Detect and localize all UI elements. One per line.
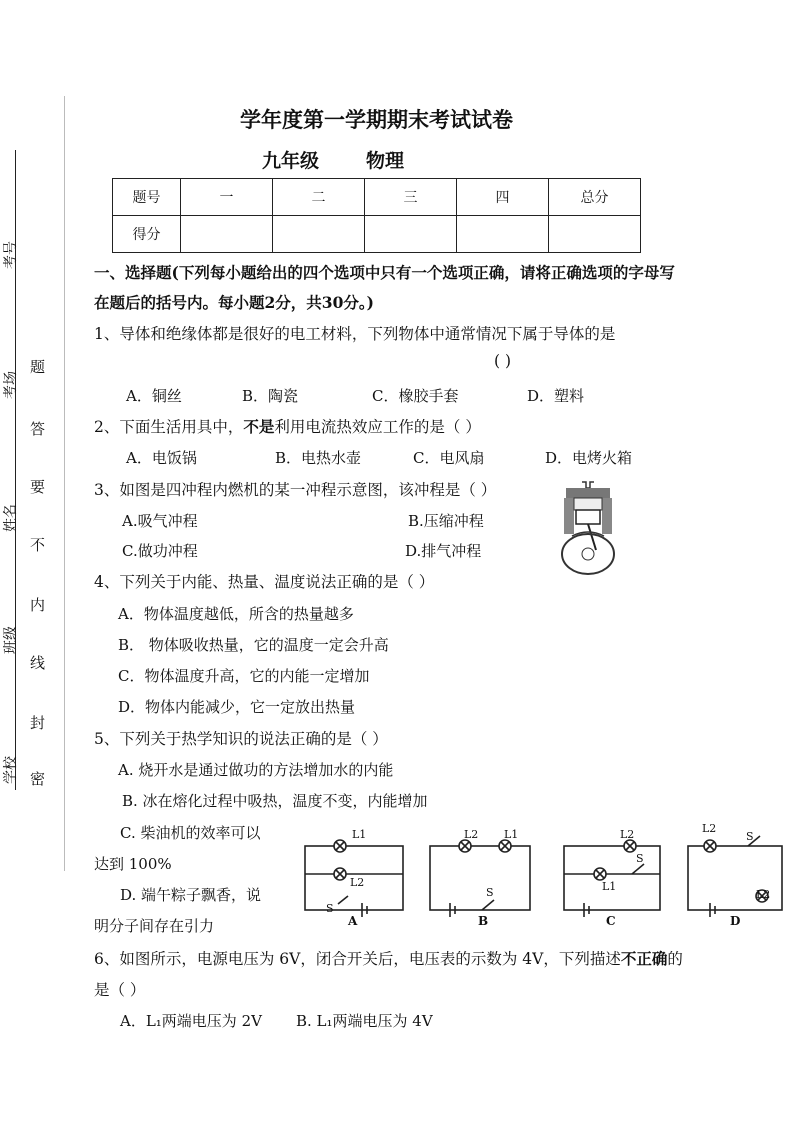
circuit-label-S: S — [746, 830, 754, 843]
stem-text: 的 — [667, 950, 683, 968]
circuit-label-L2: L2 — [350, 876, 365, 889]
option: C．电风扇 — [413, 449, 485, 467]
circuit-label-L2: L2 — [464, 828, 479, 841]
question-6-stem-cont: 是（ ） — [94, 981, 146, 999]
circuit-caption: A — [348, 914, 358, 928]
table-cell: 总分 — [549, 179, 641, 216]
question-3-stem: 3、如图是四冲程内燃机的某一冲程示意图，该冲程是（ ） — [94, 481, 497, 499]
option: D．电烤火箱 — [545, 449, 633, 467]
option: A. 烧开水是通过做功的方法增加水的内能 — [118, 761, 394, 779]
option: C. 柴油机的效率可以 — [120, 824, 261, 842]
seal-char: 线 — [30, 654, 46, 672]
stem-text: 利用电流热效应工作的是（ ） — [274, 418, 481, 436]
seal-char: 封 — [30, 714, 46, 732]
stem-text: 6、如图所示，电源电压为 6V，闭合开关后，电压表的示数为 4V，下列描述 — [94, 950, 621, 968]
grade-label: 九年级 — [262, 150, 320, 172]
question-1-stem: 1、导体和绝缘体都是很好的电工材料，下列物体中通常情况下属于导体的是 — [94, 325, 616, 343]
answer-paren: ( ) — [494, 352, 512, 370]
binding-label-exam-number: 考号 — [3, 241, 19, 269]
question-2-stem — [94, 415, 481, 437]
option: A.吸气冲程 — [122, 512, 198, 530]
score-input-cell[interactable] — [273, 216, 365, 253]
circuit-label-S: S — [486, 886, 494, 899]
option: A．L₁两端电压为 2V — [120, 1012, 262, 1030]
seal-char: 密 — [30, 770, 46, 788]
option: A．电饭锅 — [126, 449, 197, 467]
score-input-cell[interactable] — [457, 216, 549, 253]
table-cell: 题号 — [113, 179, 181, 216]
option: B．电热水壶 — [275, 449, 362, 467]
circuit-label-L2: L2 — [620, 828, 635, 841]
circuit-label-S: S — [636, 852, 644, 865]
table-cell: 四 — [457, 179, 549, 216]
option: B． 物体吸收热量，它的温度一定会升高 — [118, 636, 389, 654]
option: D．塑料 — [527, 387, 585, 405]
score-table — [112, 178, 641, 253]
subject-label: 物理 — [366, 150, 405, 172]
option: B. L₁两端电压为 4V — [296, 1012, 433, 1030]
question-6-stem — [94, 947, 683, 969]
score-input-cell[interactable] — [549, 216, 641, 253]
table-cell: 二 — [273, 179, 365, 216]
score-table-score-row — [113, 216, 641, 253]
circuit-caption: D — [730, 914, 741, 928]
seal-char: 答 — [30, 420, 46, 438]
binding-label-name: 姓名 — [3, 504, 19, 532]
stem-emphasis: 不正确 — [620, 949, 668, 968]
option: A．物体温度越低，所含的热量越多 — [118, 605, 354, 623]
option: D.排气冲程 — [405, 542, 482, 560]
page-title: 学年度第一学期期末考试试卷 — [240, 107, 513, 132]
circuit-label-S: S — [326, 902, 334, 915]
binding-label-class: 班级 — [3, 626, 19, 654]
circuit-caption: C — [606, 914, 616, 928]
engine-diagram — [552, 478, 624, 578]
score-table-header-row — [113, 179, 641, 216]
option: B．陶瓷 — [242, 387, 299, 405]
score-input-cell[interactable] — [365, 216, 457, 253]
circuit-label-L2: L2 — [756, 888, 771, 901]
option: B. 冰在熔化过程中吸热，温度不变，内能增加 — [122, 792, 428, 810]
circuit-label-L2: L2 — [702, 822, 717, 835]
stem-emphasis: 不是 — [243, 417, 275, 436]
circuit-label-L1: L1 — [602, 880, 617, 893]
option: A．铜丝 — [126, 387, 182, 405]
circuit-label-L1: L1 — [352, 828, 367, 841]
seal-char: 不 — [30, 536, 46, 554]
question-5-stem: 5、下列关于热学知识的说法正确的是（ ） — [94, 730, 388, 748]
option: 明分子间存在引力 — [94, 917, 215, 935]
binding-label-school: 学校 — [3, 756, 19, 784]
table-cell: 三 — [365, 179, 457, 216]
circuit-caption: B — [478, 914, 489, 928]
table-cell: 一 — [181, 179, 273, 216]
section-heading: 在题后的括号内。每小题2分，共30分。) — [94, 293, 374, 312]
table-cell: 得分 — [113, 216, 181, 253]
seal-char: 题 — [30, 358, 46, 376]
question-4-stem: 4、下列关于内能、热量、温度说法正确的是（ ） — [94, 573, 435, 591]
section-heading: 一、选择题(下列每小题给出的四个选项中只有一个选项正确，请将正确选项的字母写 — [94, 263, 675, 282]
seal-char: 要 — [30, 478, 46, 496]
option: D．物体内能减少，它一定放出热量 — [118, 698, 356, 716]
option: B.压缩冲程 — [408, 512, 484, 530]
margin-rule — [64, 96, 65, 871]
score-input-cell[interactable] — [181, 216, 273, 253]
seal-char: 内 — [30, 596, 46, 614]
stem-text: 2、下面生活用具中， — [94, 418, 244, 436]
option: C．橡胶手套 — [372, 387, 459, 405]
circuit-diagrams — [300, 822, 788, 932]
binding-label-exam-room: 考场 — [3, 371, 19, 399]
option: C.做功冲程 — [122, 542, 198, 560]
option: D. 端午粽子飘香，说 — [120, 886, 262, 904]
option: 达到 100% — [94, 855, 172, 873]
option: C．物体温度升高，它的内能一定增加 — [118, 667, 370, 685]
circuit-label-L1: L1 — [504, 828, 519, 841]
